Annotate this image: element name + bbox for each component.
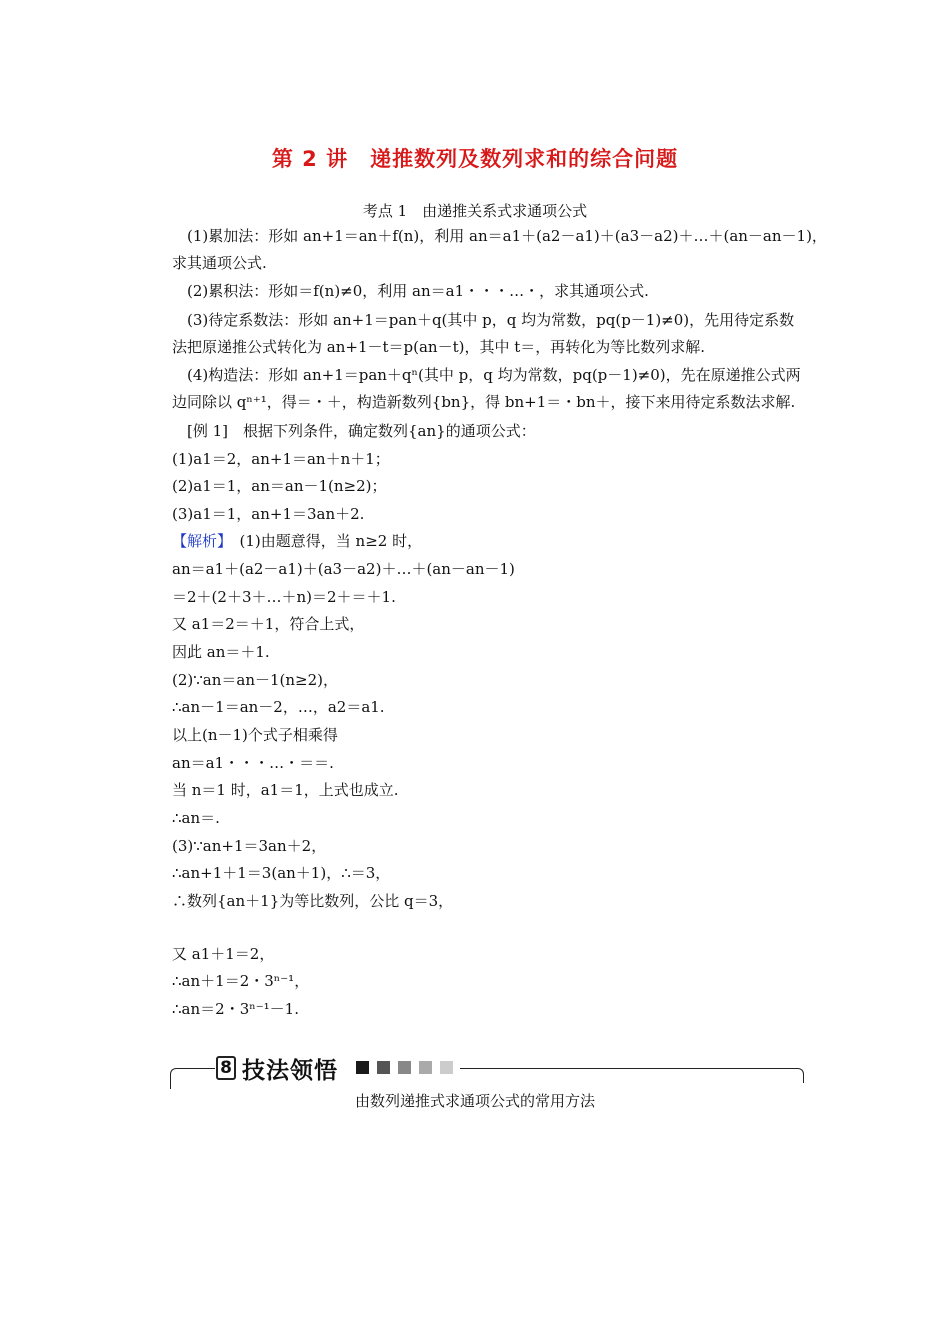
text-line: ∴an＝. bbox=[172, 809, 220, 827]
text-line: (3)待定系数法：形如 an+1＝pan＋q(其中 p，q 均为常数，pq(p－1)≠0)，先用待定系数 bbox=[172, 311, 795, 329]
text-line: ∴an＋1＝2・3ⁿ⁻¹， bbox=[172, 972, 310, 990]
text-line: (2)a1＝1，an＝an－1(n≥2)； bbox=[172, 477, 387, 495]
banner-square bbox=[440, 1061, 453, 1074]
text-line: (2)累积法：形如＝f(n)≠0，利用 an＝a1・・・…・，求其通项公式. bbox=[172, 282, 649, 300]
text-line: (1)a1＝2，an+1＝an＋n＋1； bbox=[172, 450, 390, 468]
technique-banner bbox=[170, 1052, 804, 1086]
banner-number-icon: 8 bbox=[216, 1056, 236, 1080]
banner-label: 技法领悟 bbox=[242, 1058, 338, 1084]
text-line: 以上(n－1)个式子相乘得 bbox=[172, 726, 338, 744]
text-line: 因此 an＝＋1. bbox=[172, 643, 270, 661]
text-line: [例 1] 根据下列条件，确定数列{an}的通项公式： bbox=[172, 422, 536, 440]
text-line: an＝a1・・・…・＝＝. bbox=[172, 754, 334, 772]
text-line: (3)a1＝1，an+1＝3an＋2. bbox=[172, 505, 365, 523]
banner-rule-right bbox=[460, 1068, 804, 1083]
text-line: ∴an－1＝an－2，…，a2＝a1. bbox=[172, 698, 385, 716]
text-line: 当 n＝1 时，a1＝1，上式也成立. bbox=[172, 781, 399, 799]
analysis-tag: 【解析】 bbox=[172, 532, 225, 550]
text-line: ∴an+1＋1＝3(an＋1)，∴＝3， bbox=[172, 864, 391, 882]
analysis-text: (1)由题意得，当 n≥2 时， bbox=[224, 532, 423, 550]
banner-square bbox=[377, 1061, 390, 1074]
banner-square bbox=[419, 1061, 432, 1074]
text-line: ＝2＋(2＋3＋…＋n)＝2＋＝＋1. bbox=[172, 588, 396, 606]
text-line: (2)∵an＝an－1(n≥2)， bbox=[172, 671, 339, 689]
text-line: (4)构造法：形如 an+1＝pan＋qⁿ(其中 p，q 均为常数，pq(p－1)≠0)，先在原递推公式两 bbox=[172, 366, 801, 384]
text-line: ∴数列{an＋1}为等比数列，公比 q＝3， bbox=[172, 892, 454, 910]
text-line: 求其通项公式. bbox=[172, 254, 267, 272]
text-line: 边同除以 qⁿ⁺¹，得＝・＋，构造新数列{bn}，得 bn+1＝・bn＋，接下来用待定系数法求解. bbox=[172, 393, 796, 411]
text-line: 又 a1＝2＝＋1，符合上式， bbox=[172, 615, 365, 633]
page-title: 第 2 讲 递推数列及数列求和的综合问题 bbox=[271, 147, 679, 171]
section-heading: 考点 1 由递推关系式求通项公式 bbox=[362, 202, 588, 220]
text-line: (3)∵an+1＝3an＋2， bbox=[172, 837, 327, 855]
text-line: 法把原递推公式转化为 an+1－t＝p(an－t)，其中 t＝，再转化为等比数列求解. bbox=[172, 338, 706, 356]
text-line: an＝a1＋(a2－a1)＋(a3－a2)＋…＋(an－an－1) bbox=[172, 560, 515, 578]
text-line: ∴an＝2・3ⁿ⁻¹－1. bbox=[172, 1000, 299, 1018]
text-line: 又 a1＋1＝2， bbox=[172, 945, 275, 963]
text-line: (1)累加法：形如 an+1＝an＋f(n)，利用 an＝a1＋(a2－a1)＋(a3－a2)＋…＋(an－an－1)， bbox=[172, 227, 827, 245]
banner-rule-left bbox=[170, 1068, 215, 1089]
banner-subtitle: 由数列递推式求通项公式的常用方法 bbox=[354, 1092, 595, 1110]
analysis-line bbox=[172, 531, 822, 551]
banner-square bbox=[398, 1061, 411, 1074]
banner-square bbox=[356, 1061, 369, 1074]
